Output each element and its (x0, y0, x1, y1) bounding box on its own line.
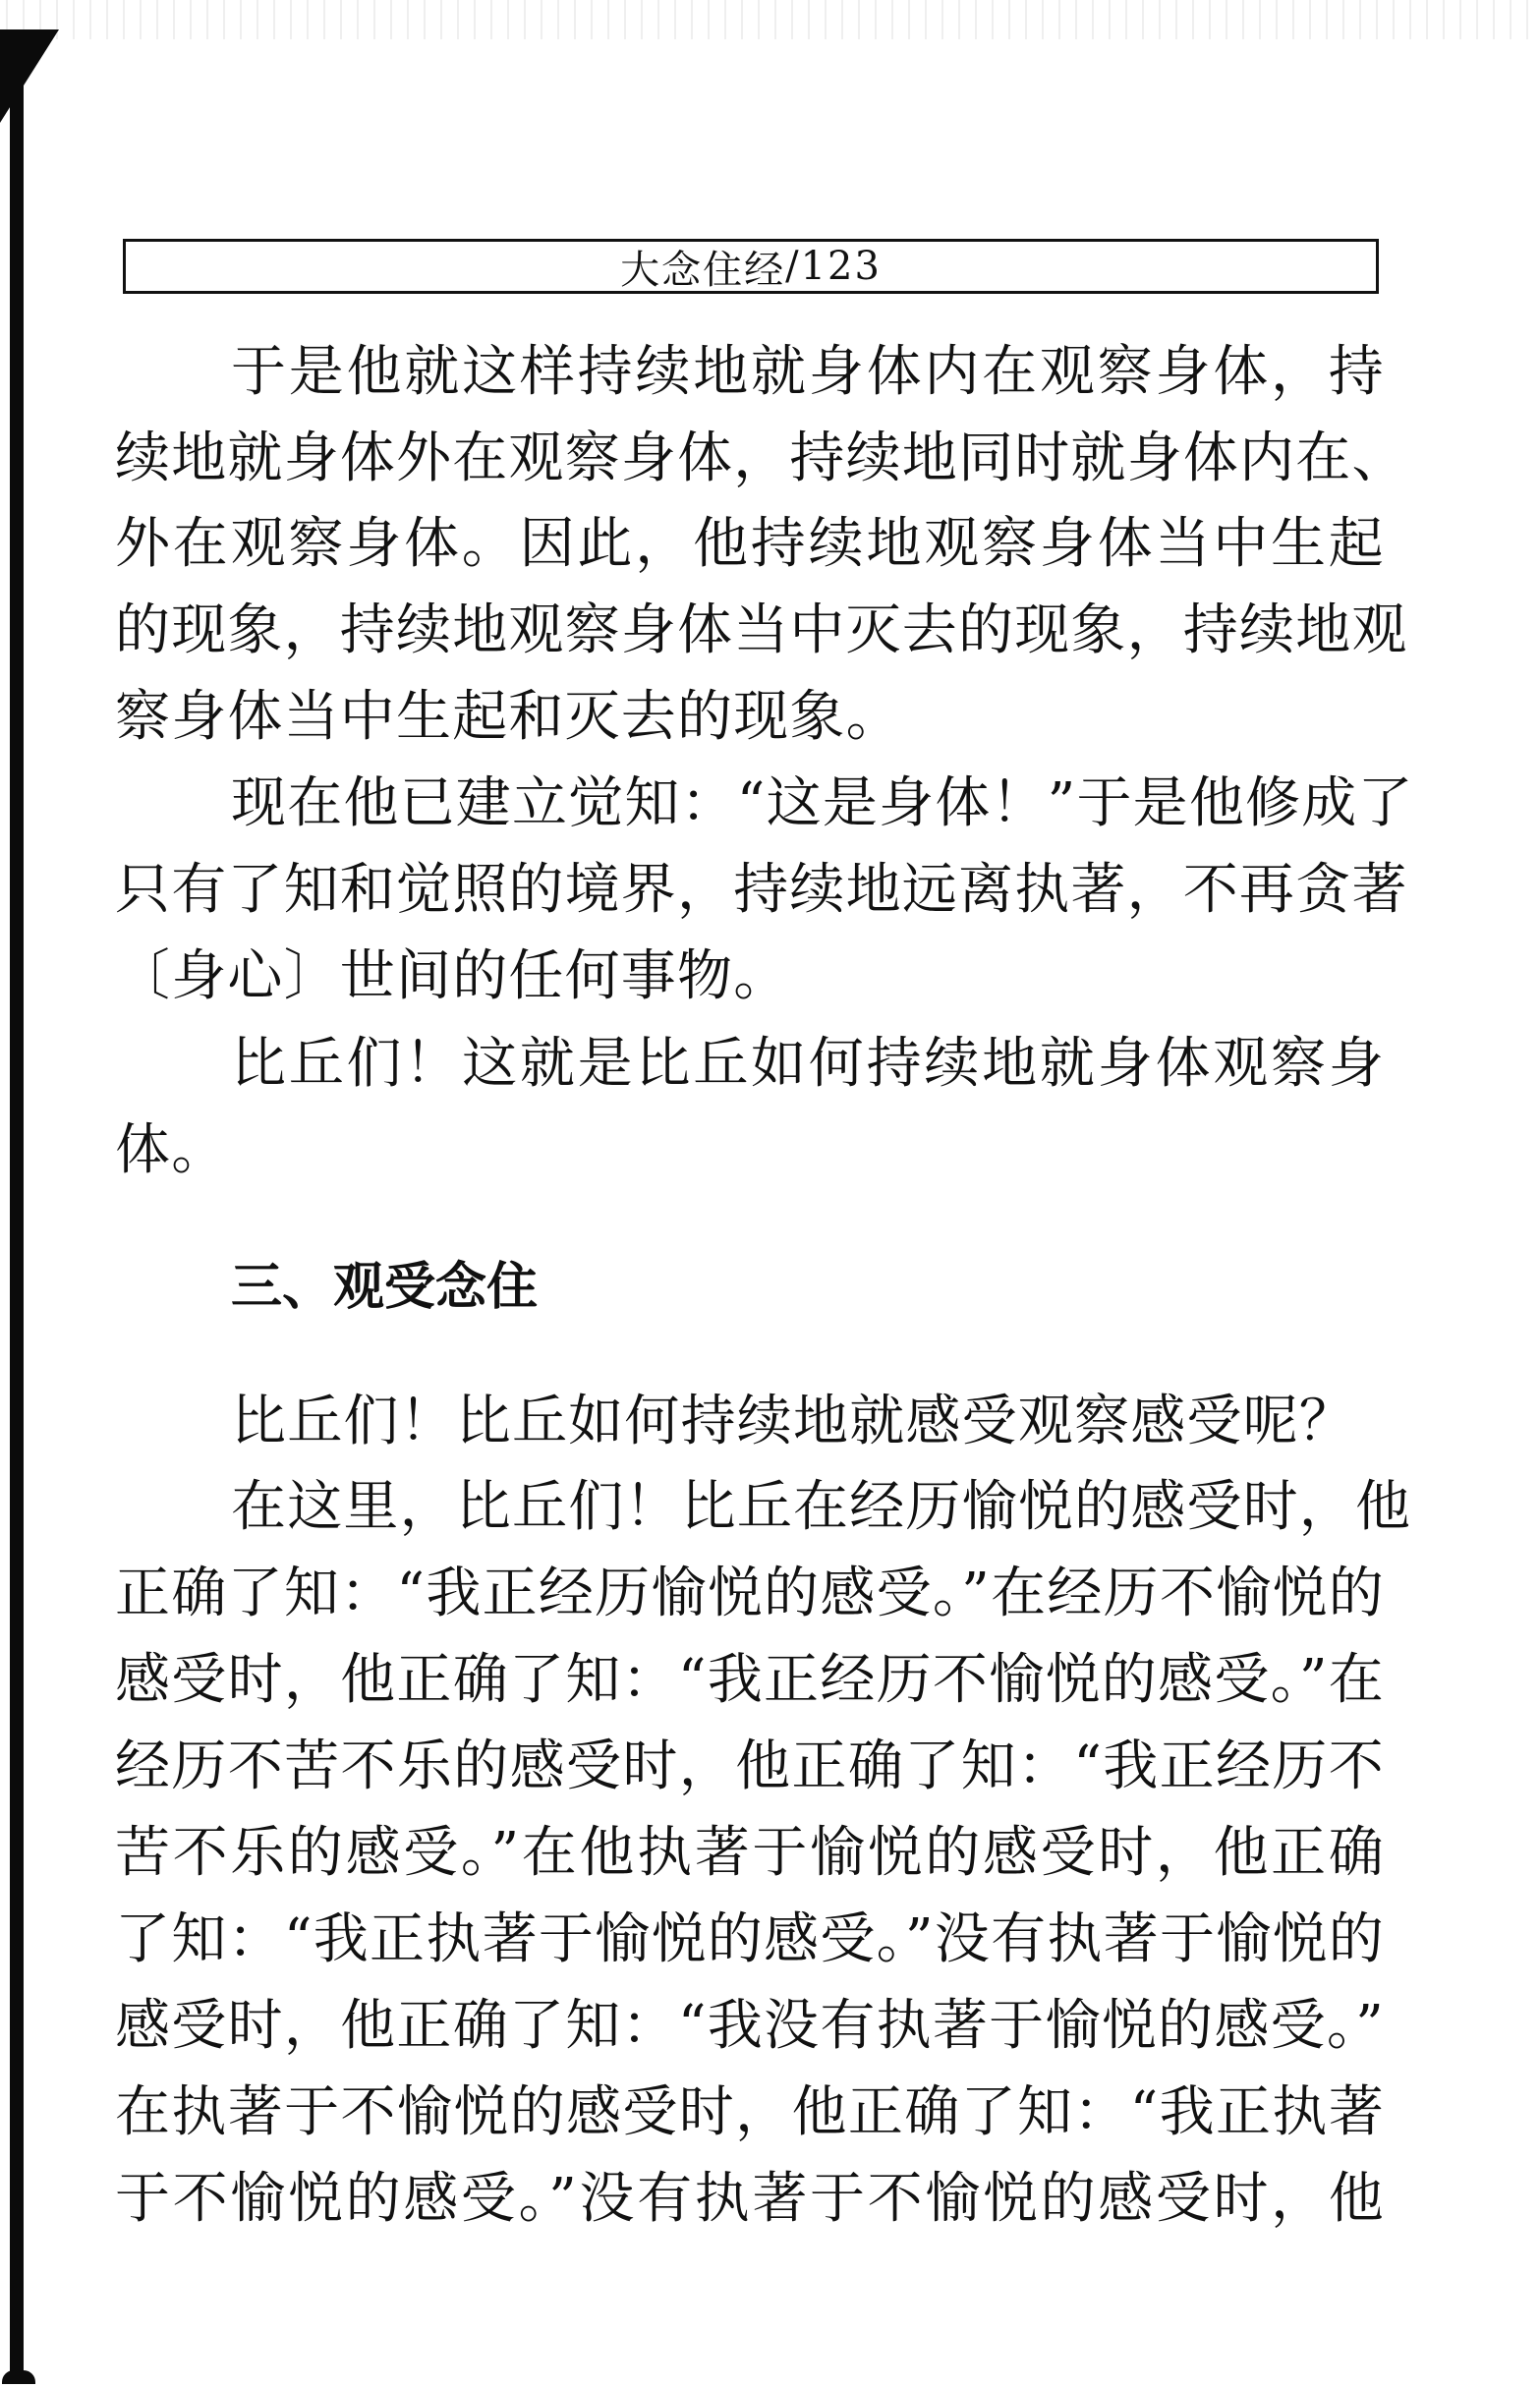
scan-edge-noise (0, 0, 1540, 39)
book-spine-shadow (0, 29, 59, 123)
running-head-separator: / (785, 244, 801, 289)
text-line: 在这里，比丘们！比丘在经历愉悦的感受时，他 (231, 1475, 1412, 1539)
text-line: 现在他已建立觉知：“这是身体！”于是他修成了 (231, 771, 1414, 835)
text-line: 感受时，他正确了知：“我没有执著于愉悦的感受。” (115, 1994, 1385, 2058)
running-head (123, 239, 1379, 294)
text-line: 了知：“我正执著于愉悦的感受。”没有执著于愉悦的 (115, 1907, 1385, 1971)
text-line: 于是他就这样持续地就身体内在观察身体，持 (231, 340, 1385, 404)
running-head-title: 大念住经 (620, 247, 786, 293)
text-line: 外在观察身体。因此，他持续地观察身体当中生起 (115, 512, 1385, 576)
text-line: 于不愉悦的感受。”没有执著于不愉悦的感受时，他 (115, 2167, 1385, 2231)
text-line: 比丘们！比丘如何持续地就感受观察感受呢？ (231, 1390, 1355, 1453)
text-line: 在执著于不愉悦的感受时，他正确了知：“我正执著 (115, 2080, 1385, 2144)
text-line: 察身体当中生起和灭去的现象。 (115, 685, 902, 749)
book-spine-edge (10, 29, 24, 2383)
text-line: 苦不乐的感受。”在他执著于愉悦的感受时，他正确 (115, 1821, 1385, 1885)
text-line: 经历不苦不乐的感受时，他正确了知：“我正经历不 (115, 1734, 1385, 1798)
text-line: 续地就身体外在观察身体，持续地同时就身体内在、 (115, 426, 1408, 490)
text-line: 感受时，他正确了知：“我正经历不愉悦的感受。”在 (115, 1648, 1385, 1712)
text-line: 的现象，持续地观察身体当中灭去的现象，持续地观 (115, 598, 1408, 662)
text-line: 只有了知和觉照的境界，持续地远离执著，不再贪著 (115, 858, 1408, 922)
text-line: 〔身心〕世间的任何事物。 (115, 944, 790, 1008)
text-line: 正确了知：“我正经历愉悦的感受。”在经历不愉悦的 (115, 1562, 1385, 1625)
section-heading: 三、观受念住 (231, 1258, 539, 1317)
page-number: 123 (800, 244, 882, 289)
text-line: 体。 (115, 1118, 228, 1182)
book-spine-foot (2, 2370, 35, 2384)
text-line: 比丘们！这就是比丘如何持续地就身体观察身 (231, 1032, 1385, 1096)
